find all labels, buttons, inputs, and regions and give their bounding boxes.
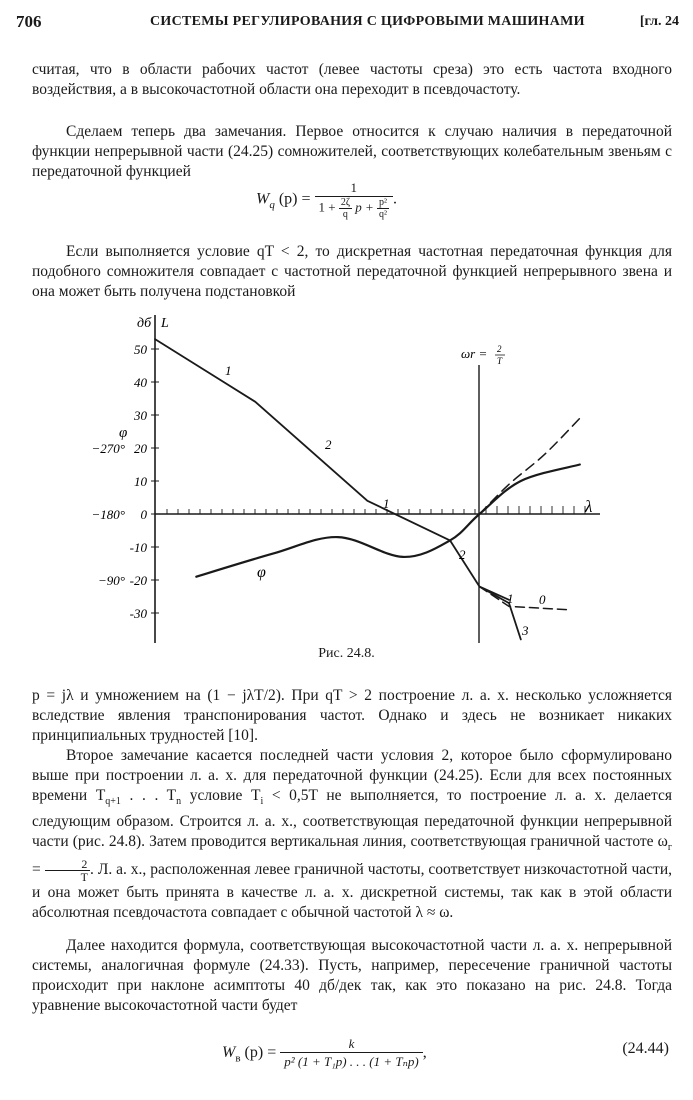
formula-wq: $W_q$ (p) = 1 1 + $\frac{2\zeta}{q}$ p + $\frac{\text{p²}}{\text{q²}}$ . bbox=[256, 180, 398, 220]
curve-label-3: 3 bbox=[522, 623, 529, 638]
running-title: СИСТЕМЫ РЕГУЛИРОВАНИЯ С ЦИФРОВЫМИ МАШИНАМИ bbox=[150, 14, 585, 29]
y-tick-label-1: 40 bbox=[134, 375, 147, 390]
curve-label-2b: 2 bbox=[459, 547, 466, 562]
page-number: 706 bbox=[16, 12, 42, 31]
y-tick-label-4: 10 bbox=[134, 474, 147, 489]
series-line-0 bbox=[155, 339, 509, 600]
paragraph-2 bbox=[32, 122, 672, 182]
curve-label-0: 0 bbox=[539, 592, 546, 607]
y-tick-label-7: -20 bbox=[129, 573, 147, 588]
series-line-1 bbox=[480, 587, 569, 610]
paragraph-5 bbox=[32, 746, 672, 923]
y-tick-label-5: 0 bbox=[140, 507, 147, 522]
y-tick-label-8: -30 bbox=[129, 606, 147, 621]
boundary-frequency-num: 2 bbox=[497, 344, 502, 354]
axis-L-label: L bbox=[161, 316, 169, 331]
series-line-2 bbox=[480, 587, 521, 640]
chart-curves bbox=[155, 339, 580, 639]
axis-phi-label: φ bbox=[119, 425, 128, 441]
axis-unit-label: дб bbox=[137, 316, 152, 331]
y-tick-label-0: 50 bbox=[134, 342, 147, 357]
curve-label-1c: 1 bbox=[507, 591, 514, 606]
curve-label-1b: 1 bbox=[383, 496, 390, 511]
phase-tick-label-1: −180° bbox=[91, 507, 125, 522]
paragraph-6-text: Далее находится формула, соответствующая высокочастотной части л. а. х. непрерывной системы, аналогичная формуле (24.33). Пусть, например, пересечение граничной частоты происходит при наклоне асимптоты 40 дб/дек так, как это показано на рис. 24.8. Тогда уравнение высокочастотной части будет bbox=[32, 937, 672, 1014]
paragraph-1-text: считая, что в области рабочих частот (левее частоты среза) это есть частота входного воздействия, а в высокочастотной области она переходит в псевдочастоту. bbox=[32, 61, 672, 98]
paragraph-4-text: p = jλ и умножением на (1 − jλT/2). При qT > 2 построение л. а. х. несколько усложняется вследствие явления транспонирования частот. Однако и здесь не возникает никаких принципиальных трудностей [10]. bbox=[32, 687, 672, 744]
curve-label-1a: 1 bbox=[225, 363, 232, 378]
paragraph-5-text: Второе замечание касается последней части условия 2, которое было сформулировано выше при построении л. а. х. для передаточной функции (24.25). Если для всех постоянных времени $T_{q+1}$ . . . $T_n$ условие $T_i < 0,5T$ не выполняется, то построение л. а. х. делается следующим образом. Строится л. а. х., соответствующая передаточной функции непрерывной части (рис. 24.8). Затем проводится вертикальная линия, соответствующая граничной частоте $\omega_г$ = $\frac{2}{T}$ . Л. а. х., расположенная левее граничной частоты, соответствует низкочастотной части, и она может быть принята в качестве л. а. х. дискретной системы, так как в этой области абсолютная псевдочастота совпадает с обычной частотой λ ≈ ω. bbox=[32, 747, 672, 922]
boundary-frequency-den: T bbox=[497, 356, 503, 366]
paragraph-1 bbox=[32, 60, 672, 100]
paragraph-6 bbox=[32, 936, 672, 1016]
formula-wq-fraction: 1 1 + $\frac{2\zeta}{q}$ p + $\frac{\text{p²}}{\text{q²}}$ bbox=[315, 180, 394, 220]
phase-tick-label-0: −270° bbox=[91, 441, 125, 456]
axis-lambda-label: λ bbox=[585, 497, 593, 516]
curve-label-phi: φ bbox=[257, 564, 266, 581]
formula-wv-fraction: $\frac{k}{\text{p² (1 + T₁p) . . . (1 + Tₙp)}}$ bbox=[280, 1036, 423, 1071]
y-tick-label-6: -10 bbox=[129, 540, 147, 555]
phase-tick-label-2: −90° bbox=[98, 573, 125, 588]
series-line-4 bbox=[196, 465, 580, 577]
figure-axes bbox=[155, 315, 600, 643]
chapter-label: [гл. 24 bbox=[639, 14, 679, 29]
paragraph-3-text: Если выполняется условие qT < 2, то дискретная частотная передаточная функция для подобного сомножителя совпадает с частотной передаточной функцией непрерывного звена и она может быть получена подстановкой bbox=[32, 243, 672, 300]
y-tick-label-2: 30 bbox=[134, 408, 147, 423]
y-tick-labels bbox=[92, 342, 159, 621]
x-axis-ticks bbox=[167, 506, 585, 514]
paragraph-2-text: Сделаем теперь два замечания. Первое относится к случаю наличия в передаточной функции непрерывной части (24.25) сомножителей, соответствующих колебательным звеньям с передаточной функцией bbox=[32, 123, 672, 180]
boundary-frequency-label: ωr = bbox=[461, 346, 488, 361]
paragraph-4 bbox=[32, 686, 672, 746]
page-header bbox=[0, 12, 693, 36]
paragraph-3 bbox=[32, 242, 672, 302]
curve-label-2a: 2 bbox=[325, 437, 332, 452]
figure-24-8 bbox=[91, 305, 595, 645]
formula-wv: $W_в$ (p) = $\frac{k}{\text{p² (1 + T₁p) . . . (1 + Tₙp)}}$ , bbox=[222, 1036, 427, 1069]
equation-number: (24.44) bbox=[622, 1040, 669, 1057]
y-tick-label-3: 20 bbox=[134, 441, 147, 456]
figure-caption: Рис. 24.8. bbox=[318, 646, 375, 661]
